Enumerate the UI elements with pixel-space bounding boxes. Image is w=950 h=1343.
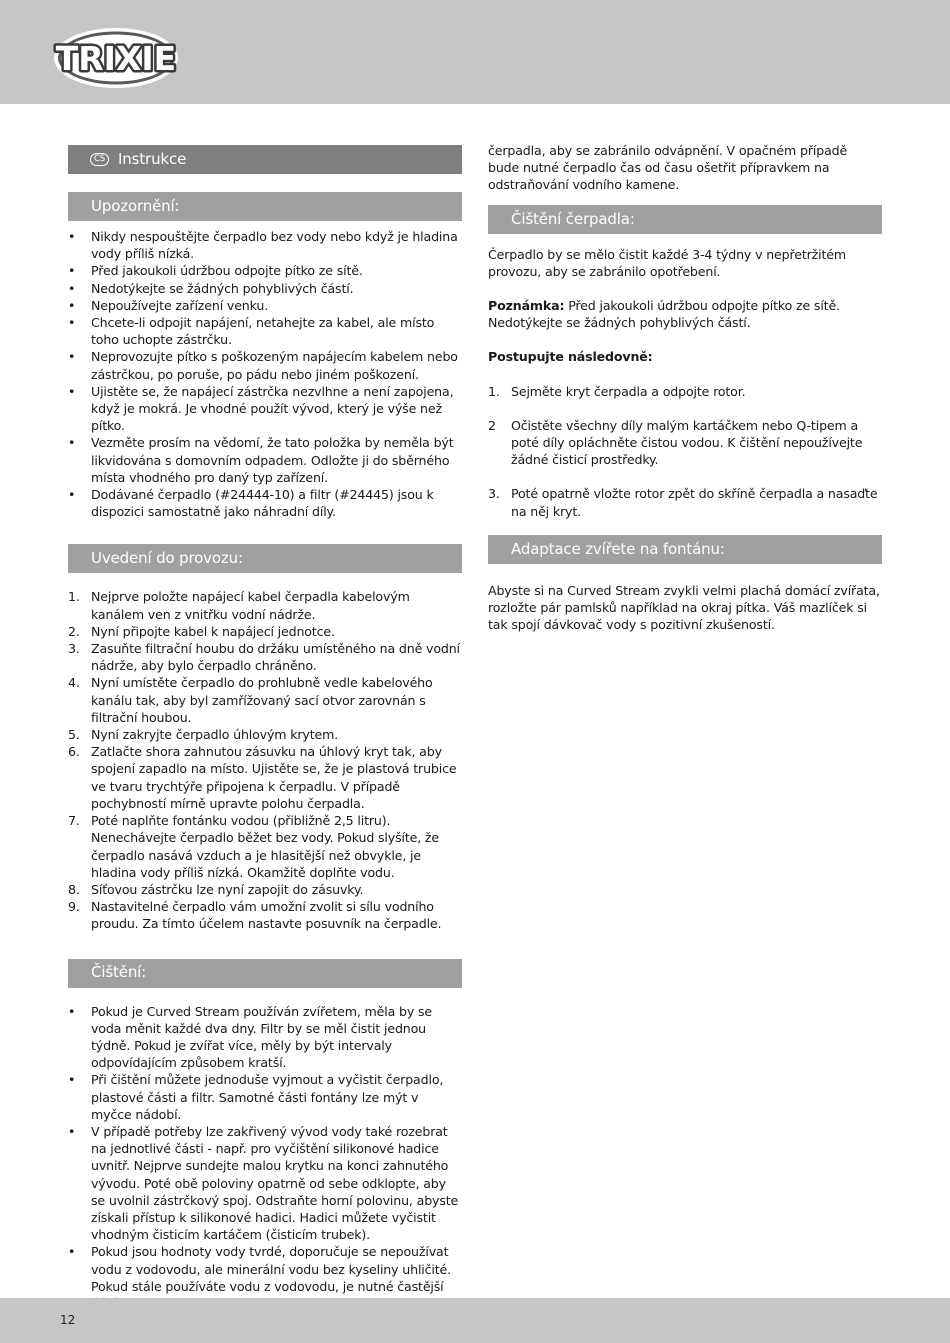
item-text: Zasuňte filtrační houbu do držáku umístěného na dně vodní nádrže, aby bylo čerpadlo chráněno. [91,641,460,674]
bullet-marker: • [68,297,76,313]
list-item [68,228,462,262]
warnings-title: Upozornění: [91,196,180,215]
list-item-text: V případě potřeby lze zakřivený vývod vody také rozebrat na jednotlivé části - např. pro vyčištění silikonové hadice uvnitř. Nejprve sundejte malou krytku na konci zahnutého vývodu. Poté obě poloviny opatrně od sebe odklopte, aby se uvolnil zástrčkový spoj. Odstraňte horní polovinu, abyste získali přístup k silikonové hadici. Hadici můžete vyčistit vhodným čisticím kartáčem (čisticím trubek). [91,1123,459,1243]
list-item-text: Před jakoukoli údržbou odpojte pítko ze sítě. [91,263,363,279]
item-number: 3. [68,641,80,657]
adaptation-text: Abyste si na Curved Stream zvykli velmi plachá domácí zvířata, rozložte pár pamlsků například na okraj pítka. Váš mazlíček si tak spojí dávkovač vody s pozitivní zkušeností. [488,582,880,633]
adaptation-title: Adaptace zvířete na fontánu: [511,539,725,558]
numbered-item [488,383,882,400]
item-text: Nyní umístěte čerpadlo do prohlubně vedle kabelového kanálu tak, aby byl zamřížovaný sací otvor zarovnán s filtrační houbou. [91,675,433,725]
adaptation-heading [488,535,882,564]
item-number: 9. [68,899,80,915]
footer-bar [0,1298,950,1343]
numbered-item [68,898,462,932]
numbered-item [68,812,462,881]
cleaning-title: Čištění: [91,963,147,982]
numbered-item [68,623,462,640]
item-text: Zatlačte shora zahnutou zásuvku na úhlový kryt tak, aby spojení zapadlo na místo. Ujistěte se, že je plastová trubice ve tvaru trychtýře připojena k čerpadlu. V případě pochybností mírně upravte polohu čerpadla. [91,744,457,811]
list-item-text: Pokud je Curved Stream používán zvířetem, měla by se voda měnit každé dva dny. Filtr by se měl čistit jednou týdně. Pokud je zvířat více, měly by být intervaly odpovídajícím způsobem kratší. [91,1003,433,1071]
language-badge: CS [90,153,109,166]
item-text: Nastavitelné čerpadlo vám umožní zvolit si sílu vodního proudu. Za tímto účelem nastavte posuvník na čerpadle. [91,899,442,932]
warnings-heading [68,192,462,221]
page-number: 12 [60,1313,76,1327]
bullet-marker: • [68,1244,76,1260]
list-item-text: Chcete-li odpojit napájení, netahejte za kabel, ale místo toho uchopte zástrčku. [91,315,435,348]
logo-text: TRIXIE [55,39,177,78]
bullet-marker: • [68,349,76,365]
list-item [68,280,462,297]
list-item-text: Nedotýkejte se žádných pohyblivých částí. [91,280,354,296]
bullet-marker: • [68,487,76,503]
bullet-marker: • [68,315,76,331]
numbered-item [68,726,462,743]
cleaning-continuation: čerpadla, aby se zabránilo odvápnění. V opačném případě bude nutné čerpadlo čas od času ošetřit přípravkem na odstraňování vodního kamene. [488,143,848,193]
list-item-text: Nepoužívejte zařízení venku. [91,297,269,313]
numbered-item [68,881,462,898]
item-text: Sejměte kryt čerpadla a odpojte rotor. [511,383,746,399]
bullet-marker: • [68,263,76,279]
note-label: Poznámka: [488,298,565,314]
left-column [68,145,462,1312]
item-number: 4. [68,675,80,691]
item-number: 1. [68,589,80,605]
trixie-logo [52,26,180,90]
list-item-text: Dodávané čerpadlo (#24444-10) a filtr (#24445) jsou k dispozici samostatně jako náhradní díly. [91,487,434,520]
numbered-item [68,674,462,726]
list-item [68,486,462,520]
pump-steps-list [488,383,882,520]
bullet-marker: • [68,1123,76,1139]
setup-list [68,588,462,932]
list-item [68,434,462,486]
list-item [68,1071,462,1123]
list-item-text: Vezměte prosím na vědomí, že tato položka by neměla být likvidována s domovním odpadem. Odložte ji do sběrného místa vhodného pro daný typ zařízení. [91,435,454,485]
bullet-marker: • [68,435,76,451]
item-number: 8. [68,881,80,897]
warnings-list [68,228,462,520]
language-section-bar [68,145,462,174]
cleaning-list [68,1003,462,1313]
numbered-item [488,417,882,469]
right-column [488,142,882,633]
list-item [68,1123,462,1243]
numbered-item [488,485,882,519]
language-section-title: Instrukce [118,149,187,168]
pump-cleaning-title: Čištění čerpadla: [511,209,635,228]
list-item [68,1003,462,1072]
proceed-label: Postupujte následovně: [488,349,653,365]
setup-title: Uvedení do provozu: [91,549,243,568]
list-item [68,348,462,382]
item-text: Nyní zakryjte čerpadlo úhlovým krytem. [91,727,339,743]
item-text: Nejprve položte napájecí kabel čerpadla kabelovým kanálem ven z vnitřku vodní nádrže. [91,589,410,622]
bullet-marker: • [68,280,76,296]
pump-cleaning-note [488,297,882,331]
list-item-text: Ujistěte se, že napájecí zástrčka nezvlhne a není zapojena, když je mokrá. Je vhodné použít vývod, který je výše než pítko. [91,383,454,434]
pump-cleaning-heading [488,205,882,234]
setup-heading [68,544,462,573]
item-number: 7. [68,813,80,829]
list-item [68,262,462,279]
pump-cleaning-intro: Čerpadlo by se mělo čistit každé 3-4 týdny v nepřetržitém provozu, aby se zabránilo opotřebení. [488,246,846,279]
item-number: 5. [68,727,80,743]
item-text: Nyní připojte kabel k napájecí jednotce. [91,623,335,639]
list-item [68,314,462,348]
bullet-marker: • [68,229,76,244]
item-text: Poté opatrně vložte rotor zpět do skříně čerpadla a nasaďte na něj kryt. [511,486,878,519]
item-number: 3. [488,486,500,502]
list-item-text: Nikdy nespouštějte čerpadlo bez vody nebo když je hladina vody příliš nízká. [91,229,458,262]
list-item-text: Při čištění můžete jednoduše vyjmout a vyčistit čerpadlo, plastové části a filtr. Samotné části fontány lze mýt v myčce nádobí. [91,1072,444,1122]
header-bar [0,0,950,104]
bullet-marker: • [68,383,76,399]
item-number: 2 [488,417,496,433]
list-item-text: Neprovozujte pítko s poškozeným napájecím kabelem nebo zástrčkou, po poruše, po pádu nebo jiném poškození. [91,349,458,382]
bullet-marker: • [68,1072,76,1088]
item-number: 6. [68,744,80,760]
item-text: Poté naplňte fontánku vodou (přibližně 2,5 litru). Nenechávejte čerpadlo běžet bez vody. Pokud slyšíte, že čerpadlo nasává vzduch a je hlasitější než obvykle, je hladina vody příliš nízká. Okamžitě doplňte vodu. [91,813,439,880]
list-item-text: Pokud jsou hodnoty vody tvrdé, doporučuje se nepoužívat vodu z vodovodu, ale minerální vodu bez kyseliny uhličité. Pokud stále používáte vodu z vodovodu, je nutné častější [91,1244,451,1294]
item-number: 1. [488,383,500,399]
numbered-item [68,743,462,812]
item-text: Síťovou zástrčku lze nyní zapojit do zásuvky. [91,881,364,897]
numbered-item [68,640,462,674]
item-number: 2. [68,623,80,639]
numbered-item [68,588,462,622]
item-text: Očistěte všechny díly malým kartáčkem nebo Q-tipem a poté díly opláchněte čistou vodou. K čištění nepoužívejte žádné čisticí prostředky. [511,417,863,468]
cleaning-heading [68,959,462,988]
list-item [68,383,462,435]
list-item [68,297,462,314]
bullet-marker: • [68,1003,76,1019]
note-text: Před jakoukoli údržbou odpojte pítko ze sítě. Nedotýkejte se žádných pohyblivých částí. [488,298,840,331]
